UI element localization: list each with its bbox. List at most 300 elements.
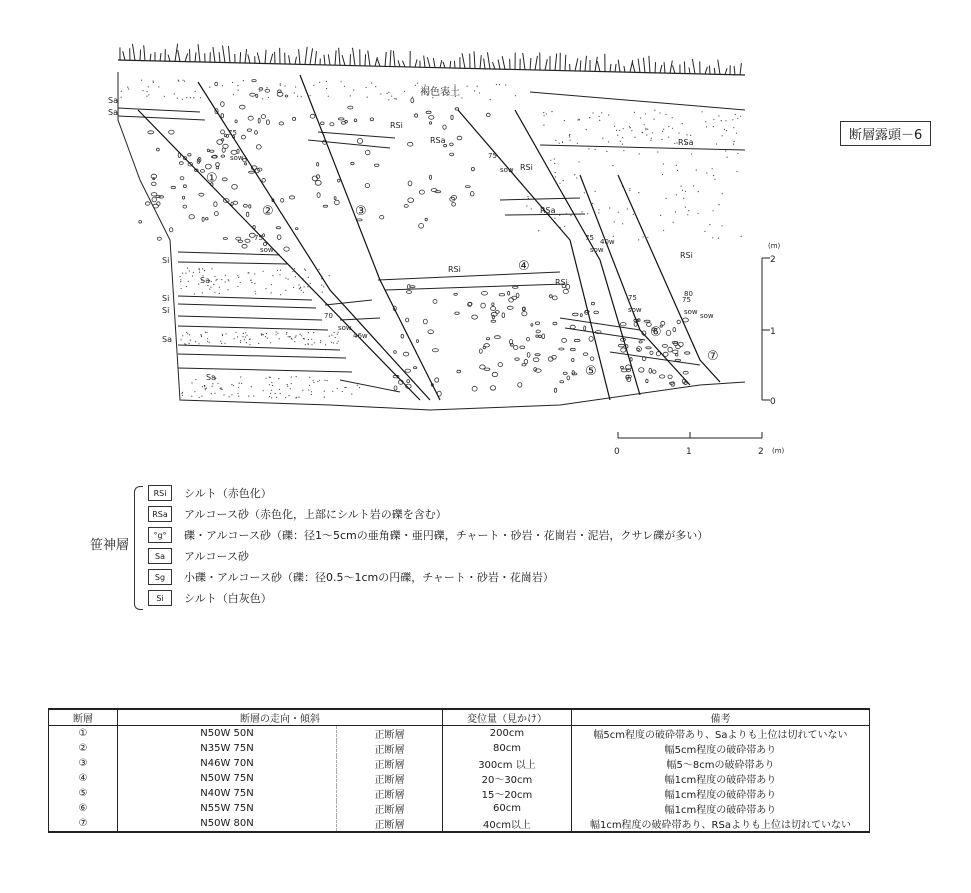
gravel-pebble <box>370 118 373 121</box>
sand-dot <box>201 396 202 397</box>
sand-dot <box>243 80 244 81</box>
gravel-pebble <box>265 89 270 92</box>
gravel-pebble <box>159 196 164 198</box>
gravel-pebble <box>563 372 567 374</box>
layer-mark: RSi <box>390 121 403 130</box>
sand-dot <box>199 272 200 273</box>
gravel-pebble <box>394 351 397 354</box>
gravel-pebble <box>179 162 183 165</box>
sand-dot <box>564 120 565 121</box>
gravel-pebble <box>646 347 652 349</box>
fault-number: ② <box>262 204 274 219</box>
sand-dot <box>189 334 190 335</box>
fault-number: ④ <box>518 259 530 274</box>
sand-dot <box>287 386 288 387</box>
sand-dot <box>187 333 188 334</box>
sand-dot <box>578 161 579 162</box>
sand-dot <box>258 343 259 344</box>
gravel-pebble <box>435 378 439 382</box>
sand-dot <box>570 215 571 216</box>
gravel-pebble <box>415 114 418 117</box>
gravel-pebble <box>317 163 319 167</box>
gravel-pebble <box>321 122 325 125</box>
sand-dot <box>300 287 301 288</box>
sand-dot <box>737 153 738 154</box>
sand-dot <box>598 212 599 213</box>
sand-dot <box>387 93 388 94</box>
sand-dot <box>342 391 343 392</box>
sand-dot <box>326 88 327 89</box>
sand-dot <box>209 87 210 88</box>
gravel-pebble <box>589 337 593 342</box>
sand-dot <box>301 290 302 291</box>
gravel-pebble <box>216 163 220 167</box>
gravel-pebble <box>518 383 522 388</box>
sand-dot <box>645 129 646 130</box>
horizontal-scale <box>618 432 762 438</box>
sand-dot <box>233 94 234 95</box>
sand-dot <box>324 397 325 398</box>
sand-dot <box>182 99 183 100</box>
gravel-pebble <box>183 205 187 208</box>
sand-dot <box>550 160 551 161</box>
sand-dot <box>663 163 664 164</box>
layer-mark: Sa <box>162 335 172 344</box>
sand-dot <box>193 97 194 98</box>
sand-dot <box>619 130 620 131</box>
sand-dot <box>599 116 600 117</box>
sand-dot <box>267 338 268 339</box>
sand-dot <box>238 387 239 388</box>
gravel-pebble <box>455 108 459 110</box>
sand-dot <box>195 341 196 342</box>
sand-dot <box>271 397 272 398</box>
sand-dot <box>262 98 263 99</box>
sand-dot <box>559 143 560 144</box>
gravel-pebble <box>411 98 414 103</box>
sand-dot <box>180 279 181 280</box>
sand-dot <box>690 135 691 136</box>
sand-dot <box>180 281 181 282</box>
ground-surface <box>118 60 745 75</box>
sand-dot <box>285 278 286 279</box>
gravel-pebble <box>419 223 424 228</box>
cell-displacement: 300cm 以上 <box>442 756 571 771</box>
gravel-pebble <box>217 140 223 145</box>
gravel-pebble <box>285 95 288 97</box>
sand-dot <box>344 387 345 388</box>
sand-dot <box>245 336 246 337</box>
sand-dot <box>221 343 222 344</box>
sand-dot <box>608 114 609 115</box>
table-row <box>49 756 870 771</box>
sand-dot <box>474 90 475 91</box>
cell-strike: N35W 75N <box>118 741 337 756</box>
gravel-pebble <box>408 285 411 289</box>
gravel-pebble <box>539 335 542 338</box>
sand-dot <box>651 138 652 139</box>
gravel-pebble <box>241 135 245 139</box>
gravel-pebble <box>374 164 379 166</box>
sand-dot <box>613 236 614 237</box>
sand-dot <box>280 270 281 271</box>
gravel-pebble <box>429 175 431 179</box>
sand-dot <box>294 268 295 269</box>
sand-dot <box>375 86 376 87</box>
sand-dot <box>305 270 306 271</box>
sand-dot <box>164 96 165 97</box>
sand-dot <box>214 292 215 293</box>
sand-dot <box>595 191 596 192</box>
cell-type: 正断層 <box>337 756 443 771</box>
sand-dot <box>313 85 314 86</box>
sand-dot <box>722 193 723 194</box>
gravel-pebble <box>430 122 432 124</box>
sand-dot <box>334 332 335 333</box>
gravel-pebble <box>246 212 249 216</box>
sand-dot <box>276 334 277 335</box>
sand-dot <box>324 380 325 381</box>
table-row <box>49 726 870 742</box>
sand-dot <box>308 344 309 345</box>
sand-dot <box>616 130 617 131</box>
sand-dot <box>146 96 147 97</box>
sand-dot <box>295 86 296 87</box>
sand-dot <box>726 130 727 131</box>
gravel-pebble <box>567 376 570 380</box>
sand-dot <box>371 82 372 83</box>
sand-dot <box>574 174 575 175</box>
gravel-pebble <box>563 289 568 293</box>
measurement: sow <box>338 324 352 332</box>
sand-dot <box>237 275 238 276</box>
sand-dot <box>674 143 675 144</box>
gravel-pebble <box>492 315 494 319</box>
sand-dot <box>202 268 203 269</box>
layer-mark: Sa <box>200 276 210 285</box>
cell-no: ⑤ <box>49 786 118 801</box>
gravel-pebble <box>258 118 260 123</box>
sand-dot <box>298 397 299 398</box>
sand-dot <box>185 273 186 274</box>
gravel-pebble <box>266 120 269 125</box>
gravel-pebble <box>531 324 533 327</box>
sand-dot <box>288 336 289 337</box>
legend-swatch: Sa <box>148 548 172 564</box>
layer-mark: Si <box>162 256 170 265</box>
cell-displacement: 200cm <box>442 726 571 742</box>
sand-dot <box>285 290 286 291</box>
sand-dot <box>735 114 736 115</box>
sand-dot <box>650 140 651 141</box>
sand-dot <box>736 171 737 172</box>
sand-dot <box>302 390 303 391</box>
sand-dot <box>209 289 210 290</box>
gravel-pebble <box>492 303 494 306</box>
sand-dot <box>305 344 306 345</box>
sand-dot <box>265 288 266 289</box>
sand-dot <box>310 283 311 284</box>
gravel-pebble <box>482 291 488 295</box>
sand-dot <box>338 341 339 342</box>
gravel-pebble <box>484 368 490 370</box>
sand-dot <box>286 332 287 333</box>
sand-dot <box>238 90 239 91</box>
gravel-pebble <box>403 352 408 356</box>
gravel-pebble <box>405 369 411 372</box>
sand-dot <box>662 131 663 132</box>
sand-dot <box>128 88 129 89</box>
gravel-pebble <box>675 359 681 361</box>
sand-dot <box>195 379 196 380</box>
sand-dot <box>359 387 360 388</box>
sand-dot <box>576 177 577 178</box>
sand-dot <box>303 338 304 339</box>
sand-dot <box>225 275 226 276</box>
sand-dot <box>638 192 639 193</box>
sand-dot <box>220 341 221 342</box>
sand-dot <box>325 344 326 345</box>
gravel-pebble <box>495 336 501 339</box>
sand-dot <box>335 337 336 338</box>
gravel-pebble <box>345 120 348 123</box>
sand-dot <box>639 153 640 154</box>
sand-dot <box>261 335 262 336</box>
sand-dot <box>388 99 389 100</box>
gravel-pebble <box>310 114 315 118</box>
gravel-pebble <box>472 386 477 391</box>
sand-dot <box>254 283 255 284</box>
sand-dot <box>554 163 555 164</box>
sand-dot <box>158 86 159 87</box>
measurement: sow <box>500 166 514 174</box>
sand-dot <box>211 393 212 394</box>
sand-dot <box>623 128 624 129</box>
sand-dot <box>222 389 223 390</box>
gravel-pebble <box>240 105 246 109</box>
legend-text: アルコース砂（赤色化，上部にシルト岩の礫を含む） <box>184 508 447 521</box>
gravel-pebble <box>533 358 539 362</box>
gravel-pebble <box>232 184 238 189</box>
sand-dot <box>337 388 338 389</box>
sand-dot <box>215 280 216 281</box>
cell-note: 幅5cm程度の破砕帯あり、Saよりも上位は切れていない <box>571 726 869 742</box>
sand-dot <box>313 380 314 381</box>
gravel-pebble <box>676 345 681 349</box>
v-scale-tick: 0 <box>770 397 776 407</box>
sand-dot <box>697 213 698 214</box>
sand-dot <box>589 117 590 118</box>
sand-dot <box>238 277 239 278</box>
sand-dot <box>642 132 643 133</box>
sand-dot <box>344 86 345 87</box>
sand-dot <box>194 293 195 294</box>
cell-type: 正断層 <box>337 816 443 832</box>
sand-dot <box>277 333 278 334</box>
gravel-pebble <box>618 344 624 347</box>
gravel-pebble <box>479 349 482 353</box>
cell-strike: N50W 50N <box>118 726 337 742</box>
gravel-pebble <box>668 375 672 379</box>
table-row <box>49 801 870 816</box>
gravel-pebble <box>354 119 357 122</box>
gravel-pebble <box>221 155 225 157</box>
measurement: sow <box>260 246 274 254</box>
sand-dot <box>415 85 416 86</box>
sand-dot <box>233 385 234 386</box>
sand-dot <box>222 335 223 336</box>
table-row <box>49 816 870 832</box>
sand-dot <box>231 384 232 385</box>
sand-dot <box>304 269 305 270</box>
legend-swatch: Si <box>148 590 172 606</box>
gravel-pebble <box>249 171 255 173</box>
sand-dot <box>201 336 202 337</box>
sand-dot <box>245 332 246 333</box>
sand-dot <box>629 126 630 127</box>
sand-dot <box>243 333 244 334</box>
sand-dot <box>336 343 337 344</box>
sand-dot <box>272 275 273 276</box>
sand-dot <box>178 81 179 82</box>
measurement: 70 <box>324 312 333 320</box>
gravel-pebble <box>223 238 227 240</box>
gravel-pebble <box>222 178 227 181</box>
gravel-pebble <box>410 286 415 288</box>
table-row <box>49 771 870 786</box>
gravel-pebble <box>516 293 519 298</box>
sand-dot <box>121 91 122 92</box>
gravel-pebble <box>454 293 458 295</box>
sand-dot <box>188 281 189 282</box>
sand-dot <box>627 208 628 209</box>
sand-dot <box>271 292 272 293</box>
sand-dot <box>515 95 516 96</box>
gravel-pebble <box>639 341 642 343</box>
gravel-pebble <box>432 349 438 352</box>
gravel-pebble <box>157 237 161 240</box>
sand-dot <box>200 334 201 335</box>
sand-dot <box>380 93 381 94</box>
gravel-pebble <box>401 334 404 338</box>
sand-dot <box>454 84 455 85</box>
sand-dot <box>505 84 506 85</box>
sand-dot <box>622 144 623 145</box>
gravel-pebble <box>498 363 502 367</box>
gravel-pebble <box>419 190 424 194</box>
legend-item <box>148 568 554 586</box>
sand-dot <box>235 332 236 333</box>
sand-dot <box>228 289 229 290</box>
measurement: 75 <box>228 129 237 137</box>
gravel-pebble <box>491 307 496 311</box>
sand-dot <box>286 334 287 335</box>
sand-dot <box>127 87 128 88</box>
sand-dot <box>614 126 615 127</box>
sand-dot <box>182 395 183 396</box>
sand-dot <box>214 393 215 394</box>
gravel-pebble <box>281 198 284 202</box>
sand-dot <box>244 339 245 340</box>
sand-dot <box>199 397 200 398</box>
sand-dot <box>270 342 271 343</box>
sand-dot <box>661 139 662 140</box>
gravel-pebble <box>536 335 538 337</box>
sand-dot <box>225 281 226 282</box>
cell-strike: N50W 80N <box>118 816 337 832</box>
sand-dot <box>271 382 272 383</box>
sand-dot <box>320 340 321 341</box>
sand-dot <box>645 113 646 114</box>
sand-dot <box>704 231 705 232</box>
sand-dot <box>357 385 358 386</box>
sand-dot <box>614 221 615 222</box>
cell-type: 正断層 <box>337 726 443 742</box>
sand-dot <box>722 225 723 226</box>
sand-dot <box>186 97 187 98</box>
header-fault: 断層 <box>49 709 118 726</box>
gravel-pebble <box>470 191 474 196</box>
sand-dot <box>295 276 296 277</box>
sand-dot <box>678 132 679 133</box>
sand-dot <box>332 391 333 392</box>
sand-dot <box>724 129 725 130</box>
sand-dot <box>195 91 196 92</box>
gravel-pebble <box>315 180 321 185</box>
sand-dot <box>688 210 689 211</box>
measurement: 75 <box>254 234 263 242</box>
gravel-pebble <box>621 366 624 368</box>
gravel-pebble <box>673 327 676 331</box>
sand-dot <box>633 214 634 215</box>
gravel-pebble <box>365 184 369 188</box>
measurement: 75 <box>628 294 637 302</box>
sand-dot <box>320 342 321 343</box>
sand-dot <box>617 135 618 136</box>
sand-dot <box>204 385 205 386</box>
sand-dot <box>280 85 281 86</box>
sand-dot <box>645 128 646 129</box>
gravel-pebble <box>652 370 656 373</box>
cell-no: ① <box>49 726 118 742</box>
sand-dot <box>190 340 191 341</box>
h-scale-tick: 1 <box>686 447 692 457</box>
sand-dot <box>727 157 728 158</box>
sand-dot <box>276 397 277 398</box>
legend-item <box>148 484 272 502</box>
sand-dot <box>612 165 613 166</box>
sand-dot <box>200 97 201 98</box>
sand-dot <box>733 144 734 145</box>
sand-dot <box>288 395 289 396</box>
gravel-pebble <box>559 348 564 350</box>
gravel-pebble <box>553 322 557 325</box>
sand-dot <box>663 129 664 130</box>
sand-dot <box>182 80 183 81</box>
gravel-pebble <box>573 313 579 316</box>
sand-dot <box>184 81 185 82</box>
sand-dot <box>237 85 238 86</box>
gravel-pebble <box>236 237 241 240</box>
gravel-pebble <box>222 148 225 152</box>
gravel-pebble <box>279 122 283 125</box>
gravel-pebble <box>683 371 688 374</box>
measurement: sow <box>230 154 244 162</box>
gravel-pebble <box>248 116 253 120</box>
fault-number: ③ <box>355 204 367 219</box>
sand-dot <box>555 172 556 173</box>
header-displacement: 変位量（見かけ） <box>442 709 571 726</box>
